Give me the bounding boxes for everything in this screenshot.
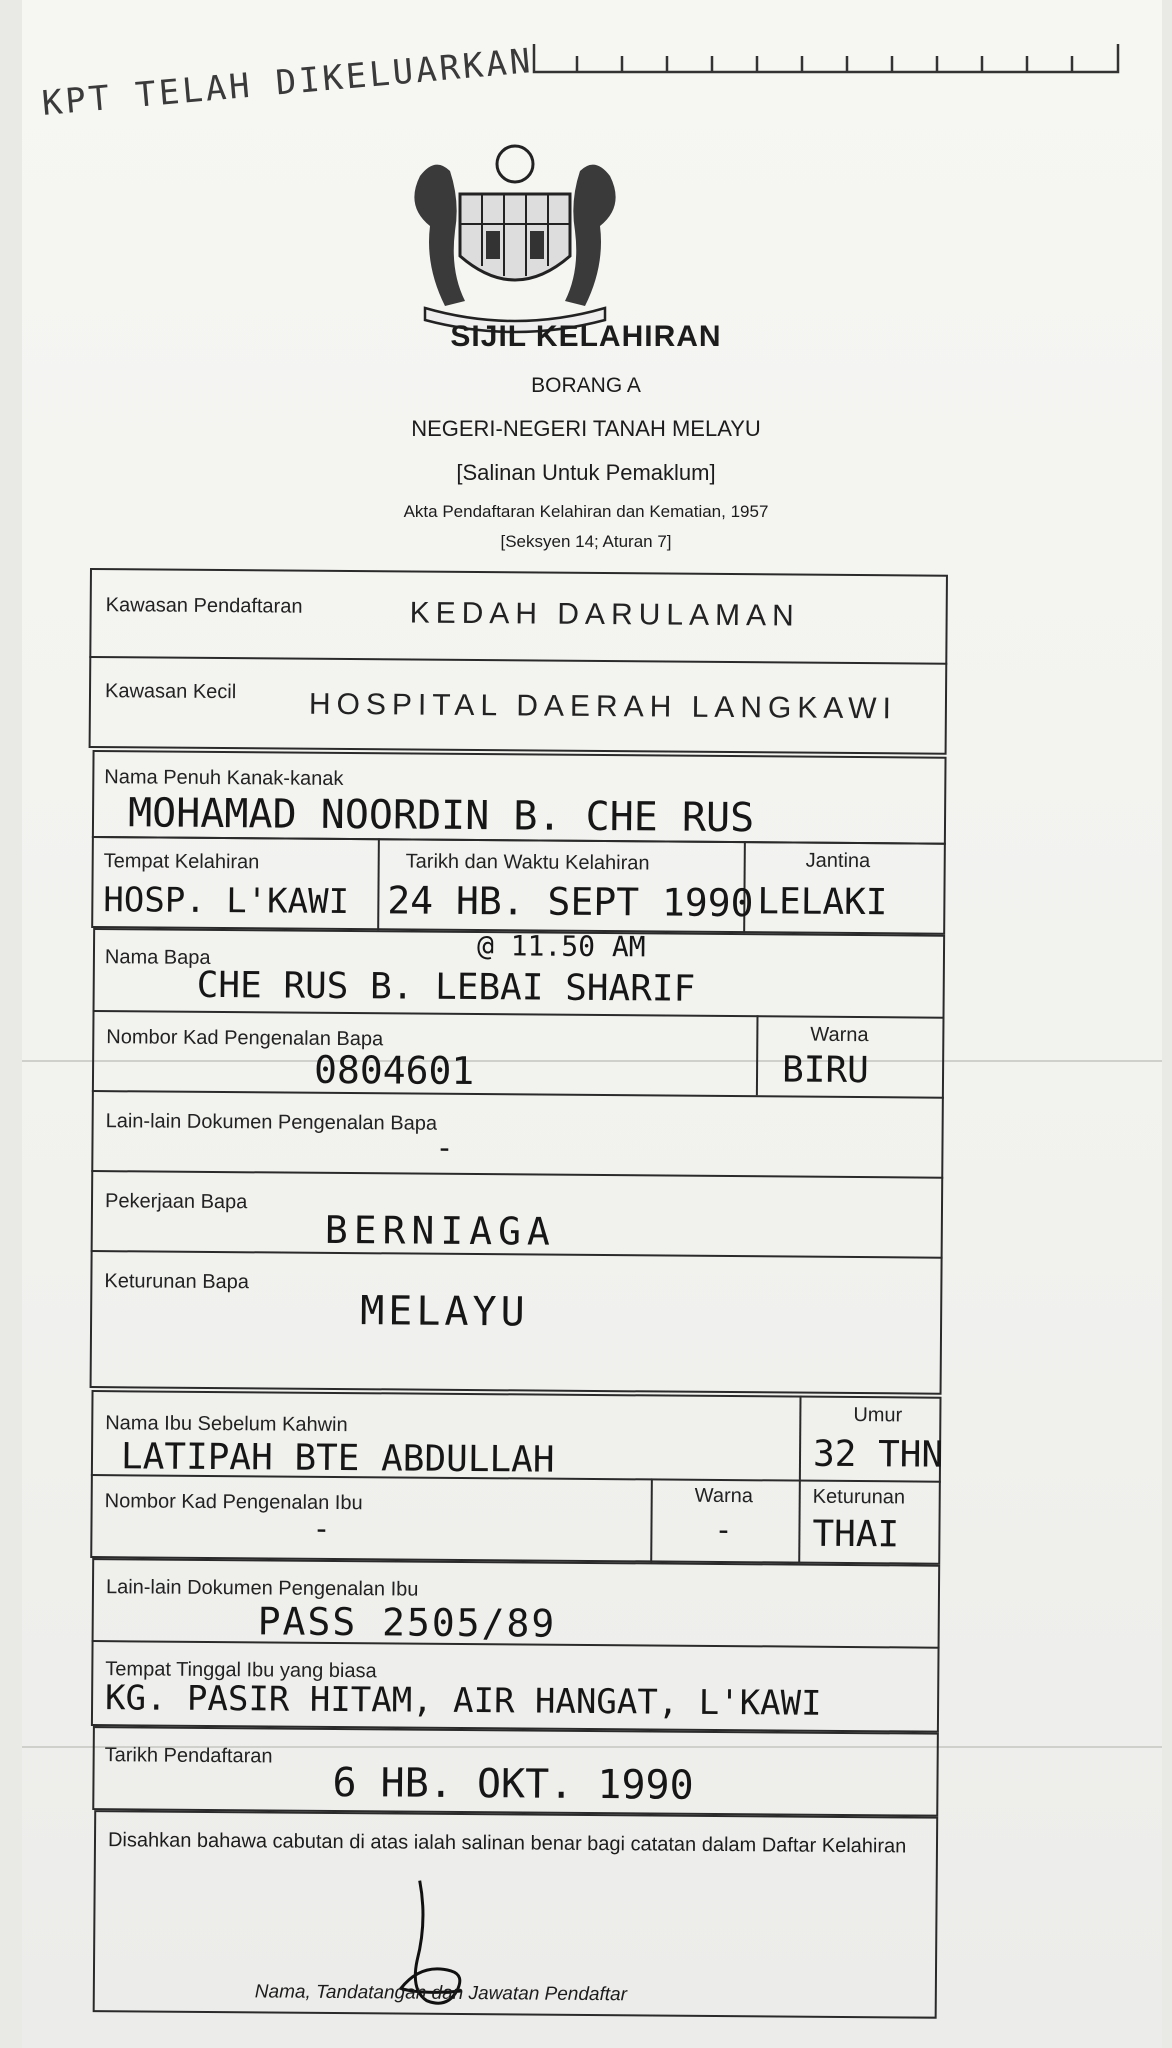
field-label: Tempat Tinggal Ibu yang biasa xyxy=(105,1658,377,1683)
certificate-title: SIJIL KELAHIRAN xyxy=(450,320,722,353)
field-label: Warna xyxy=(694,1484,753,1508)
coat-of-arms-icon xyxy=(390,136,640,336)
mother-name-value: LATIPAH BTE ABDULLAH xyxy=(120,1436,555,1481)
father-other-document-value: - xyxy=(435,1130,454,1166)
field-label: Lain-lain Dokumen Pengenalan Ibu xyxy=(105,1576,419,1601)
mother-race-value: THAI xyxy=(812,1513,900,1556)
mother-residence-value: KG. PASIR HITAM, AIR HANGAT, L'KAWI xyxy=(104,1678,822,1724)
region-name: NEGERI-NEGERI TANAH MELAYU xyxy=(411,416,761,441)
field-label: Pekerjaan Bapa xyxy=(104,1190,248,1214)
birth-date-value: 24 HB. SEPT 1990 xyxy=(387,878,754,926)
gender-value: LELAKI xyxy=(757,881,888,924)
copy-note: [Salinan Untuk Pemaklum] xyxy=(456,460,716,485)
certification-text: Disahkan bahawa cabutan di atas ialah salinan benar bagi catatan dalam Daftar Kelahiran xyxy=(107,1829,907,1858)
mother-colour-value: - xyxy=(714,1512,733,1549)
field-label: Keturunan Bapa xyxy=(104,1270,250,1294)
field-label: Nama Ibu Sebelum Kahwin xyxy=(105,1412,348,1437)
birth-place-value: HOSP. L'KAWI xyxy=(103,880,350,923)
kawasan-kecil-value: HOSPITAL DAERAH LANGKAWI xyxy=(308,687,898,726)
issued-stamp: KPT TELAH DIKELUARKAN xyxy=(40,41,535,124)
field-label: Nombor Kad Pengenalan Bapa xyxy=(106,1026,384,1051)
father-colour-value: BIRU xyxy=(781,1049,869,1092)
field-label: Tarikh Pendaftaran xyxy=(104,1744,273,1768)
field-label: Umur xyxy=(853,1404,903,1427)
father-name-value: CHE RUS B. LEBAI SHARIF xyxy=(196,964,696,1010)
kawasan-pendaftaran-value: KEDAH DARULAMAN xyxy=(409,596,800,633)
registration-date-value: 6 HB. OKT. 1990 xyxy=(332,1759,694,1809)
field-label: Tarikh dan Waktu Kelahiran xyxy=(405,850,650,875)
mother-age-value: 32 THN xyxy=(812,1433,944,1476)
field-label: Tempat Kelahiran xyxy=(103,850,260,874)
registrar-footer-label: Nama, Tandatangan dan Jawatan Pendaftar xyxy=(254,1981,628,2006)
field-label: Nama Penuh Kanak-kanak xyxy=(104,766,344,790)
field-label: Lain-lain Dokumen Pengenalan Bapa xyxy=(105,1110,438,1135)
father-race-value: MELAYU xyxy=(359,1288,529,1336)
field-label: Kawasan Pendaftaran xyxy=(105,594,303,618)
field-label: Kawasan Kecil xyxy=(104,680,237,704)
act-reference: Akta Pendaftaran Kelahiran dan Kematian, 1957 xyxy=(403,502,769,521)
child-name-value: MOHAMAD NOORDIN B. CHE RUS xyxy=(127,790,755,842)
father-occupation-value: BERNIAGA xyxy=(324,1207,557,1254)
mother-ic-value: - xyxy=(312,1511,331,1547)
field-label: Warna xyxy=(810,1023,869,1047)
field-label: Nama Bapa xyxy=(104,946,211,969)
serial-number-boxes xyxy=(532,42,1122,76)
birth-time-value: @ 11.50 AM xyxy=(476,929,646,964)
field-label: Nombor Kad Pengenalan Ibu xyxy=(104,1490,363,1515)
field-label: Keturunan xyxy=(812,1485,906,1509)
field-label: Jantina xyxy=(805,849,871,873)
form-name: BORANG A xyxy=(531,374,641,397)
father-ic-value: 0804601 xyxy=(313,1047,475,1094)
mother-other-document-value: PASS 2505/89 xyxy=(257,1599,557,1646)
section-reference: [Seksyen 14; Aturan 7] xyxy=(500,532,672,551)
